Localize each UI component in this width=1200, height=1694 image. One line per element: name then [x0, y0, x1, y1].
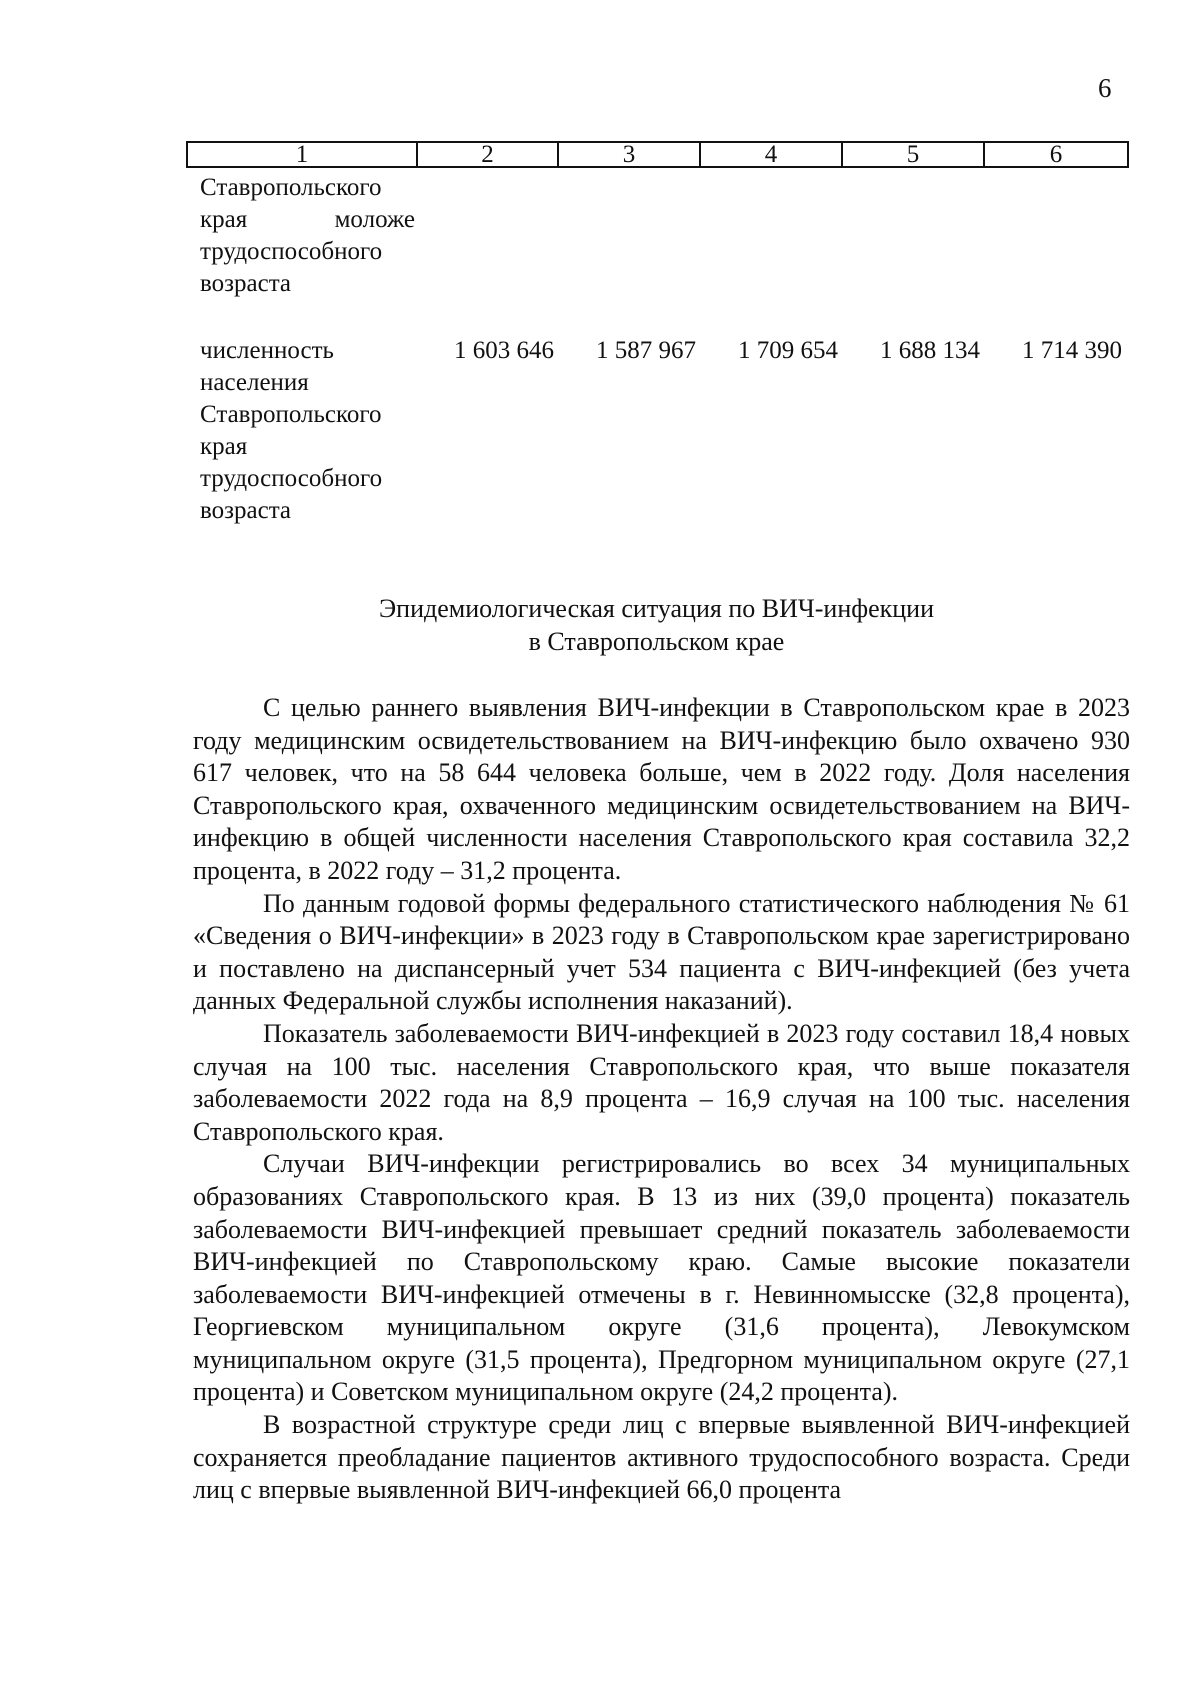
paragraph: Случаи ВИЧ-инфекции регистрировались во всех 34 муниципальных образованиях Ставропольского края. В 13 из них (39,0 процента) показатель заболеваемости ВИЧ-инфекцией превышает средний показатель заболеваемости ВИЧ-инфекцией по Ставропольскому краю. Самые высокие показатели заболеваемости ВИЧ-инфекцией отмечены в г. Невинномысске (32,8 процента), Георгиевском муниципальном округе (31,6 процента), Левокумском муниципальном округе (31,5 процента), Предгорном муниципальном округе (27,1 процента) и Советском муниципальном округе (24,2 процента).: [193, 1149, 1130, 1407]
table-row-label-working-age-population: [200, 335, 415, 527]
paragraph: С целью раннего выявления ВИЧ-инфекции в Ставропольском крае в 2023 году медицинским освидетельствованием на ВИЧ-инфекцию было охвачено 930 617 человек, что на 58 644 человека больше, чем в 2022 году. Доля населения Ставропольского края, охваченного медицинским освидетельствованием на ВИЧ-инфекцию в общей численности населения Ставропольского края составила 32,2 процента, в 2022 году – 31,2 процента.: [193, 693, 1130, 885]
column-number-5: 5: [842, 142, 984, 167]
table-cell-value: 1 709 654: [738, 337, 838, 364]
paragraph: По данным годовой формы федерального статистического наблюдения № 61 «Сведения о ВИЧ-инфекции» в 2023 году в Ставропольском крае зарегистрировано и поставлено на диспансерный учет 534 пациента с ВИЧ-инфекцией (без учета данных Федеральной службы исполнения наказаний).: [193, 888, 1130, 1016]
label-line: численность: [200, 337, 334, 364]
section-title: [186, 592, 1127, 658]
column-number-6: 6: [984, 142, 1128, 167]
table-header-row: [186, 141, 1129, 168]
label-line: Ставропольского: [200, 401, 382, 428]
table-cell-value: 1 587 967: [596, 337, 696, 364]
table-cell-value: 1 714 390: [1022, 337, 1122, 364]
label-line: трудоспособного: [200, 238, 383, 265]
column-number-1: 1: [187, 142, 417, 167]
label-line: края: [200, 433, 248, 460]
column-number-3: 3: [558, 142, 700, 167]
label-line: Ставропольского: [200, 174, 382, 201]
label-line: трудоспособного: [200, 465, 383, 492]
column-number-4: 4: [700, 142, 842, 167]
section-title-line: в Ставропольском крае: [528, 627, 785, 656]
column-number-2: 2: [417, 142, 558, 167]
section-title-line: Эпидемиологическая ситуация по ВИЧ-инфекции: [378, 594, 934, 623]
label-line: возраста: [200, 497, 292, 524]
table-row-label-young-population: [200, 172, 415, 300]
document-body: [193, 692, 1130, 1507]
label-line: края моложе: [200, 206, 415, 233]
paragraph: Показатель заболеваемости ВИЧ-инфекцией в 2023 году составил 18,4 новых случая на 100 тыс. населения Ставропольского края, что выше показателя заболеваемости 2022 года на 8,9 процента – 16,9 случая на 100 тыс. населения Ставропольского края.: [193, 1018, 1130, 1146]
table-cell-value: 1 688 134: [880, 337, 980, 364]
paragraph: В возрастной структуре среди лиц с впервые выявленной ВИЧ-инфекцией сохраняется преобладание пациентов активного трудоспособного возраста. Среди лиц с впервые выявленной ВИЧ-инфекцией 66,0 процента: [193, 1410, 1130, 1505]
page-number: 6: [1098, 73, 1112, 103]
label-line: населения: [200, 369, 309, 396]
table-cell-value: 1 603 646: [454, 337, 554, 364]
label-line: возраста: [200, 270, 292, 297]
